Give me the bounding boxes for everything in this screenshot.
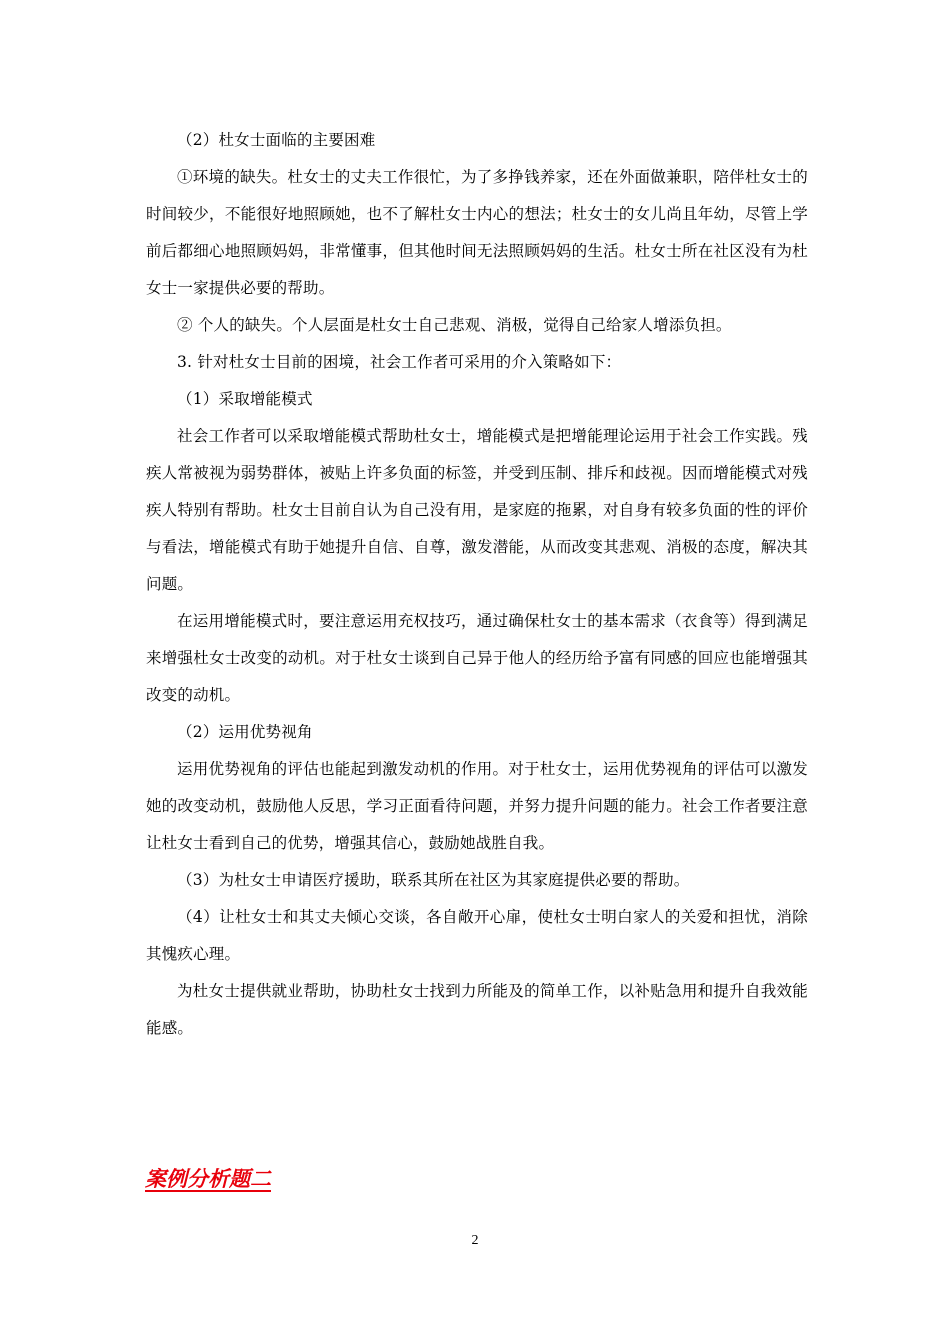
paragraph-employment-help: 为杜女士提供就业帮助，协助杜女士找到力所能及的简单工作，以补贴急用和提升自我效能能感。 xyxy=(146,982,808,1037)
paragraph-empowerment-techniques: 在运用增能模式时，要注意运用充权技巧，通过确保杜女士的基本需求（衣食等）得到满足来增强杜女士改变的动机。对于杜女士谈到自己异于他人的经历给予富有同感的回应也能增强其改变的动机。 xyxy=(146,612,808,704)
paragraph-medical-assistance: （3）为杜女士申请医疗援助，联系其所在社区为其家庭提供必要的帮助。 xyxy=(177,871,690,889)
subheading-empowerment-model: （1）采取增能模式 xyxy=(177,390,313,408)
paragraph-environment-lack: ①环境的缺失。杜女士的丈夫工作很忙，为了多挣钱养家，还在外面做兼职，陪伴杜女士的时间较少，不能很好地照顾她，也不了解杜女士内心的想法；杜女士的女儿尚且年幼，尽管上学前后都细心地照顾妈妈，非常懂事，但其他时间无法照顾妈妈的生活。杜女士所在社区没有为杜女士一家提供必要的帮助。 xyxy=(146,168,808,297)
document-body xyxy=(146,122,808,1047)
paragraph-empowerment-model: 社会工作者可以采取增能模式帮助杜女士，增能模式是把增能理论运用于社会工作实践。残疾人常被视为弱势群体，被贴上许多负面的标签，并受到压制、排斥和歧视。因而增能模式对残疾人特别有帮助。杜女士目前自认为自己没有用，是家庭的拖累，对自身有较多负面的性的评价与看法，增能模式有助于她提升自信、自尊，激发潜能，从而改变其悲观、消极的态度，解决其问题。 xyxy=(146,427,808,593)
paragraph-personal-lack: ② 个人的缺失。个人层面是杜女士自己悲观、消极，觉得自己给家人增添负担。 xyxy=(177,316,732,334)
page-number: 2 xyxy=(471,1233,479,1248)
paragraph-family-communication: （4）让杜女士和其丈夫倾心交谈，各自敞开心扉，使杜女士明白家人的关爱和担忧，消除其愧疚心理。 xyxy=(146,908,808,963)
paragraph-strengths-perspective: 运用优势视角的评估也能起到激发动机的作用。对于杜女士，运用优势视角的评估可以激发她的改变动机，鼓励他人反思，学习正面看待问题，并努力提升问题的能力。社会工作者要注意让杜女士看到自己的优势，增强其信心，鼓励她战胜自我。 xyxy=(146,760,808,852)
case-title: 案例分析题二 xyxy=(145,1167,271,1191)
subheading-main-difficulties: （2）杜女士面临的主要困难 xyxy=(177,131,376,149)
subheading-strengths-perspective: （2）运用优势视角 xyxy=(177,723,313,741)
heading-intervention-strategies: 3. 针对杜女士目前的困境，社会工作者可采用的介入策略如下： xyxy=(177,353,622,371)
